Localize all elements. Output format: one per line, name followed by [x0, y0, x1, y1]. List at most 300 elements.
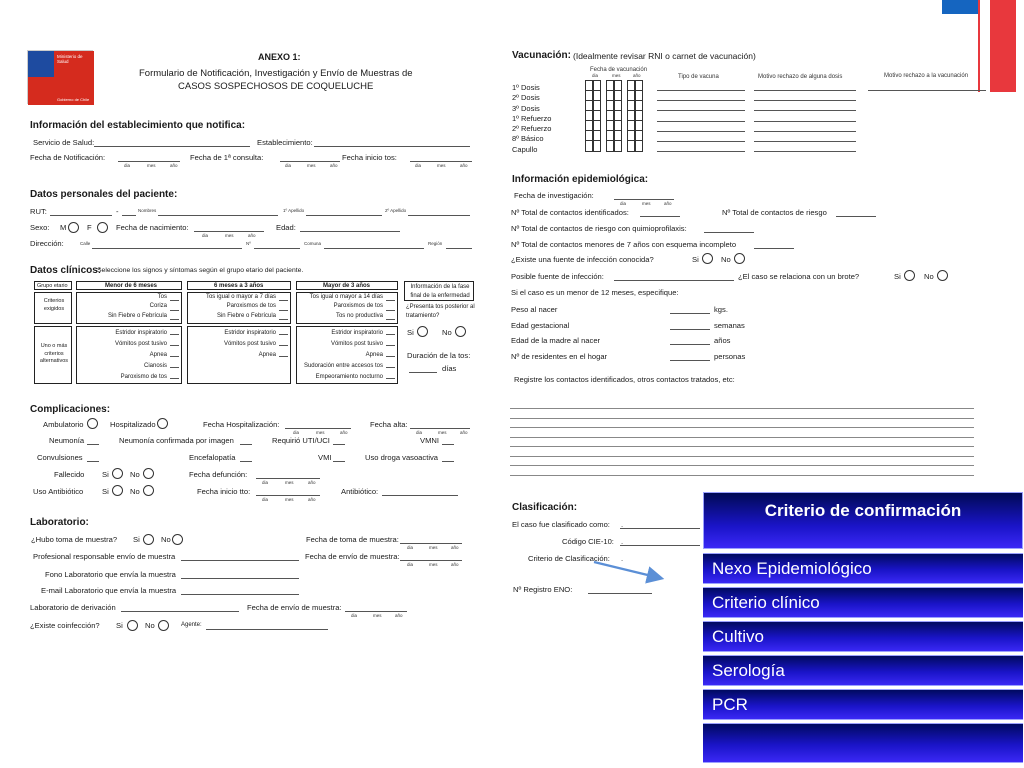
header-col3 — [296, 281, 398, 290]
vaccination-field[interactable] — [657, 131, 745, 132]
date-label: mes — [437, 163, 446, 168]
symptom-checkbox[interactable] — [386, 367, 395, 368]
field-region[interactable] — [446, 248, 472, 249]
date-label: año — [664, 201, 672, 206]
field-numero[interactable] — [254, 248, 300, 249]
dose-label: Capullo — [512, 144, 538, 154]
label-neumonia-img: Neumonía confirmada por imagen — [119, 436, 234, 445]
label-profesional: Profesional responsable envío de muestra — [33, 552, 176, 561]
field-establecimiento[interactable] — [314, 146, 470, 147]
date-label: mes — [429, 562, 438, 567]
field-edad-madre[interactable] — [670, 344, 710, 345]
label-droga: Uso droga vasoactiva — [365, 453, 439, 462]
date-label: dia — [285, 163, 292, 168]
vaccination-field[interactable] — [657, 151, 745, 152]
symptom-item: Sin Fiebre o Febrícula — [107, 312, 167, 319]
field-lab-derivacion[interactable] — [121, 611, 239, 612]
field-fecha-consulta[interactable] — [280, 161, 340, 162]
cell-grupo-etario — [34, 281, 72, 290]
label-fecha-defuncion: Fecha defunción: — [189, 470, 248, 479]
clinical-heading: Datos clínicos: — [30, 265, 102, 276]
symptom-checkbox[interactable] — [279, 310, 288, 311]
symptom-item: Apnea — [149, 352, 167, 359]
label-edad-gest: Edad gestacional — [511, 321, 570, 330]
label-si-coinf: Si — [116, 621, 123, 630]
field-fecha-inv[interactable] — [614, 199, 674, 200]
date-label: dia — [202, 233, 209, 238]
symptom-item: Estridor inspiratorio — [115, 330, 167, 336]
label-region: Región — [428, 241, 443, 246]
annex-label: ANEXO 1: — [258, 52, 301, 62]
label-registre: Registre los contactos identificados, otros contactos tratados, etc: — [514, 375, 735, 384]
label-edad: Edad: — [276, 223, 296, 232]
note-line[interactable] — [510, 408, 974, 409]
symptom-checkbox[interactable] — [386, 319, 395, 320]
c2-alt-list — [224, 328, 276, 361]
symptom-item: Estridor inspiratorio — [224, 330, 276, 336]
date-label: dia — [416, 430, 423, 435]
label-m: M — [60, 223, 67, 232]
radio-hospitalizado[interactable] — [157, 418, 168, 429]
label-edad-madre: Edad de la madre al nacer — [511, 336, 601, 345]
field-antibiotico[interactable] — [382, 495, 458, 496]
radio-antibiotico-no[interactable] — [143, 485, 154, 496]
field-neumonia-img[interactable] — [240, 444, 252, 445]
corner-decoration-blue — [942, 0, 978, 14]
label-fecha-hosp: Fecha Hospitalización: — [203, 420, 280, 429]
date-label: dia — [262, 480, 269, 485]
label-posible-fuente: Posible fuente de infección: — [511, 272, 604, 281]
date-label: año — [460, 163, 468, 168]
dose-label: 1º Dosis — [512, 83, 540, 92]
cell-c2-req — [187, 292, 291, 324]
label-lab-derivacion: Laboratorio de derivación — [30, 603, 116, 612]
field-fono[interactable] — [181, 578, 299, 579]
symptom-checkbox[interactable] — [279, 345, 288, 346]
radio-fallecido-no[interactable] — [143, 468, 154, 479]
label-coinfeccion: ¿Existe coinfección? — [30, 621, 100, 630]
label-fecha-inicio-tos: Fecha inicio tos: — [342, 153, 397, 162]
c1-req-list — [108, 293, 167, 321]
date-label: mes — [612, 73, 621, 78]
vaccination-field[interactable] — [754, 151, 856, 152]
criterion-nexo[interactable]: Nexo Epidemiológico — [703, 553, 1023, 584]
label-rut: RUT: — [30, 207, 47, 216]
symptom-item: Paroxismo de tos — [120, 374, 167, 381]
header-col1 — [76, 281, 182, 290]
date-label: año — [248, 233, 256, 238]
clinical-instruction: Seleccione los signos y síntomas según el grupo etario del paciente. — [97, 267, 304, 274]
field-servicio[interactable] — [94, 146, 250, 147]
symptom-checkbox[interactable] — [386, 310, 395, 311]
field-fecha-inicio-tos[interactable] — [410, 161, 472, 162]
date-label: año — [308, 497, 316, 502]
date-label: año — [451, 562, 459, 567]
field-nacimiento[interactable] — [194, 231, 264, 232]
classification-heading: Clasificación: — [512, 502, 578, 513]
field-fecha-toma[interactable] — [400, 543, 462, 544]
label-brote: ¿El caso se relaciona con un brote? — [738, 272, 860, 281]
criterion-cultivo[interactable]: Cultivo — [703, 621, 1023, 652]
vaccination-field[interactable] — [754, 110, 856, 111]
symptom-checkbox[interactable] — [386, 356, 395, 357]
label-si-toma: Si — [133, 535, 140, 544]
vaccination-field[interactable] — [754, 131, 856, 132]
header-col2 — [187, 281, 291, 290]
form-title-line1: Formulario de Notificación, Investigación y Envío de Muestras de — [139, 68, 413, 79]
label-si-brote: Si — [894, 272, 901, 281]
field-neumonia[interactable] — [87, 444, 99, 445]
radio-coinf-no[interactable] — [158, 620, 169, 631]
field-encefalopatia[interactable] — [240, 461, 252, 462]
label-no-antibiotico: No — [130, 487, 140, 496]
cell-fase-final — [404, 281, 474, 301]
symptom-checkbox[interactable] — [386, 334, 395, 335]
symptom-item: Tos igual o mayor a 7 días — [205, 294, 276, 300]
field-peso[interactable] — [670, 313, 710, 314]
label-apellido2: 2º Apellido — [385, 208, 407, 213]
field-posible-fuente[interactable] — [614, 280, 734, 281]
form-title-line2: CASOS SOSPECHOSOS DE COQUELUCHE — [178, 81, 374, 92]
field-uti[interactable] — [333, 444, 345, 445]
radio-brote-no[interactable] — [937, 270, 948, 281]
label-quimio: Nº Total de contactos de riesgo con quimioprofilaxis: — [511, 224, 687, 233]
symptom-item: Vómitos post tusivo — [223, 341, 276, 348]
radio-antibiotico-si[interactable] — [112, 485, 123, 496]
field-agente[interactable] — [206, 629, 328, 630]
date-label: mes — [307, 163, 316, 168]
field-fecha-hosp[interactable] — [285, 428, 351, 429]
field-cie[interactable] — [620, 545, 702, 546]
symptom-item: Sudoración entre accesos tos — [303, 363, 383, 370]
symptom-checkbox[interactable] — [279, 300, 288, 301]
field-edad[interactable] — [300, 231, 400, 232]
laboratory-heading: Laboratorio: — [30, 517, 89, 528]
field-convulsiones[interactable] — [87, 461, 99, 462]
symptom-checkbox[interactable] — [170, 300, 179, 301]
field-fecha-alta[interactable] — [410, 428, 470, 429]
note-line[interactable] — [510, 475, 974, 476]
note-line[interactable] — [510, 456, 974, 457]
label-clasificado: El caso fue clasificado como: — [512, 520, 610, 529]
label-f: F — [87, 223, 92, 232]
col1-label: Menor de 6 meses — [105, 283, 158, 289]
vaccination-note: (Idealmente revisar RNI o carnet de vacunación) — [573, 51, 756, 61]
patient-heading: Datos personales del paciente: — [30, 189, 178, 200]
symptom-item: Estridor inspiratorio — [331, 330, 383, 336]
label-no-coinf: No — [145, 621, 155, 630]
dose-label: 2º Dosis — [512, 93, 540, 103]
date-label: dia — [415, 163, 422, 168]
c2-req-list — [206, 293, 276, 321]
dose-grid-1[interactable] — [585, 80, 593, 152]
vaccination-field[interactable] — [657, 110, 745, 111]
vaccination-field[interactable] — [657, 90, 745, 91]
label-agente: Agente: — [181, 622, 202, 628]
symptom-item: Tos — [157, 294, 167, 300]
radio-f[interactable] — [97, 222, 108, 233]
cell-c1-req — [76, 292, 182, 324]
label-si-fuente: Si — [692, 255, 699, 264]
label-fecha-envio2: Fecha de envío de muestra: — [247, 603, 342, 612]
field-rut[interactable] — [50, 215, 112, 216]
label-duracion: Duración de la tos: — [407, 351, 471, 360]
date-label: año — [330, 163, 338, 168]
label-criterio: Criterio de Clasificación: — [528, 554, 610, 563]
vaccination-field[interactable] — [657, 100, 745, 101]
label-fallecido: Fallecido — [54, 470, 85, 479]
date-label: año — [395, 613, 403, 618]
radio-toma-si[interactable] — [143, 534, 154, 545]
field-edad-gest[interactable] — [670, 329, 710, 330]
label-semanas: semanas — [714, 321, 745, 330]
field-contactos-riesgo[interactable] — [836, 216, 876, 217]
field-fecha-defuncion[interactable] — [256, 478, 320, 479]
field-quimio[interactable] — [704, 232, 754, 233]
symptom-item: Paroxismos de tos — [333, 303, 383, 310]
field-fecha-notificacion[interactable] — [118, 161, 180, 162]
label-servicio: Servicio de Salud: — [33, 138, 95, 147]
dose-grid-2[interactable] — [593, 80, 601, 152]
presenta-tos-label: ¿Presenta tos posterior al tratamiento? — [406, 304, 475, 319]
label-nacimiento: Fecha de nacimiento: — [116, 223, 189, 232]
symptom-checkbox[interactable] — [170, 319, 179, 320]
field-droga[interactable] — [442, 461, 454, 462]
label-direccion: Dirección: — [30, 239, 64, 248]
note-line[interactable] — [510, 418, 974, 419]
field-vmni[interactable] — [442, 444, 454, 445]
vaccination-field[interactable] — [657, 121, 745, 122]
label-fecha-notificacion: Fecha de Notificación: — [30, 153, 106, 162]
label-fecha-inicio-tto: Fecha inicio tto: — [197, 487, 251, 496]
symptom-item: Apnea — [365, 352, 383, 359]
label-peso: Peso al nacer — [511, 305, 558, 314]
symptom-checkbox[interactable] — [170, 378, 179, 379]
symptom-item: Empeoramiento nocturno — [315, 374, 383, 381]
label-no-toma: No — [161, 535, 171, 544]
date-label: año — [460, 430, 468, 435]
criterion-pcr[interactable]: PCR — [703, 689, 1023, 720]
logo-text: Ministerio de Salud — [57, 54, 83, 64]
note-line[interactable] — [510, 465, 974, 466]
label-personas: personas — [714, 352, 746, 361]
symptom-item: Apnea — [258, 352, 276, 359]
radio-toma-no[interactable] — [172, 534, 183, 545]
vaccination-field[interactable] — [754, 90, 856, 91]
field-vmi[interactable] — [333, 461, 345, 462]
radio-brote-si[interactable] — [904, 270, 915, 281]
symptom-checkbox[interactable] — [170, 345, 179, 346]
symptom-item: Tos igual o mayor a 14 días — [309, 294, 383, 300]
c1-alt-list — [115, 328, 167, 383]
cell-uno-mas — [34, 326, 72, 384]
col3-label: Mayor de 3 años — [323, 283, 371, 289]
grupo-etario-label: Grupo etario — [37, 283, 68, 289]
note-line[interactable] — [510, 437, 974, 438]
label-no-fallecido: No — [130, 470, 140, 479]
cell-c3-alt — [296, 326, 398, 384]
label-fecha-consulta: Fecha de 1ª consulta: — [190, 153, 264, 162]
field-eno[interactable] — [588, 593, 652, 594]
symptom-checkbox[interactable] — [170, 367, 179, 368]
label-si-tos: Si — [407, 328, 414, 337]
label-fecha-envio: Fecha de envío de muestra: — [305, 552, 400, 561]
label-vmi: VMI — [318, 453, 332, 462]
field-fecha-inicio-tto[interactable] — [256, 495, 320, 496]
field-rut-dv[interactable] — [122, 215, 136, 216]
symptom-item: Sin Fiebre o Febrícula — [216, 312, 276, 319]
field-apellido2[interactable] — [408, 215, 470, 216]
symptom-checkbox[interactable] — [279, 319, 288, 320]
field-profesional[interactable] — [181, 560, 299, 561]
fase-final-label: Información de la fase final de la enfermedad — [410, 284, 470, 299]
label-encefalopatia: Encefalopatía — [189, 453, 236, 462]
label-email: E-mail Laboratorio que envía la muestra — [41, 586, 177, 595]
criterion-empty[interactable] — [703, 723, 1023, 763]
doses-list — [512, 83, 551, 155]
vaccination-refusal-field[interactable] — [868, 90, 986, 91]
field-clasificado[interactable] — [620, 528, 702, 529]
field-fecha-envio2[interactable] — [345, 611, 407, 612]
radio-fuente-si[interactable] — [702, 253, 713, 264]
label-no-brote: No — [924, 272, 934, 281]
field-comuna[interactable] — [324, 248, 424, 249]
field-contactos-id[interactable] — [640, 216, 680, 217]
cell-c2-alt — [187, 326, 291, 384]
dose-label: 8º Básico — [512, 134, 544, 144]
symptom-item: Cianosis — [143, 363, 167, 370]
dose-grid-4[interactable] — [614, 80, 622, 152]
criterion-serologia[interactable]: Serología — [703, 655, 1023, 686]
uno-mas-label: Uno o más criterios alternativos — [39, 343, 69, 365]
label-sexo: Sexo: — [30, 223, 50, 232]
radio-fuente-no[interactable] — [734, 253, 745, 264]
field-nombres[interactable] — [158, 215, 278, 216]
field-residentes[interactable] — [670, 360, 710, 361]
radio-ambulatorio[interactable] — [87, 418, 98, 429]
symptom-checkbox[interactable] — [386, 378, 395, 379]
fecha-vac-label: Fecha de vacunación — [590, 67, 648, 73]
label-fono: Fono Laboratorio que envía la muestra — [45, 570, 176, 579]
radio-fallecido-si[interactable] — [112, 468, 123, 479]
date-label: año — [633, 73, 641, 78]
label-nombres: Nombres — [138, 208, 157, 213]
c3-req-list — [310, 293, 383, 321]
date-label: mes — [285, 497, 294, 502]
symptom-checkbox[interactable] — [386, 345, 395, 346]
label-anos: años — [714, 336, 731, 345]
vaccination-heading: Vacunación: — [512, 50, 571, 61]
date-label: mes — [429, 545, 438, 550]
label-vmni: VMNI — [420, 436, 439, 445]
symptom-checkbox[interactable] — [279, 356, 288, 357]
date-label: mes — [147, 163, 156, 168]
note-line[interactable] — [510, 446, 974, 447]
dot-criterio: . — [621, 554, 624, 563]
label-hospitalizado: Hospitalizado — [110, 420, 156, 429]
symptom-item: Paroxismos de tos — [226, 303, 276, 310]
label-contactos-id: Nº Total de contactos identificados: — [511, 208, 629, 217]
field-duracion[interactable] — [409, 372, 437, 373]
vaccination-field[interactable] — [754, 121, 856, 122]
dose-label: 2º Refuerzo — [512, 124, 552, 134]
c3-alt-list — [304, 328, 383, 383]
label-hubo-toma: ¿Hubo toma de muestra? — [31, 535, 118, 544]
radio-tos-no[interactable] — [455, 326, 466, 337]
label-neumonia: Neumonía — [49, 436, 85, 445]
dot-cie: . — [621, 537, 624, 546]
field-menores7[interactable] — [754, 248, 794, 249]
date-label: dia — [262, 497, 269, 502]
symptom-checkbox[interactable] — [170, 356, 179, 357]
date-label: año — [340, 430, 348, 435]
criterios-label: Criterios exigidos — [43, 298, 65, 312]
dose-grid-6[interactable] — [635, 80, 643, 152]
field-calle[interactable] — [92, 248, 242, 249]
ministry-logo — [27, 50, 93, 104]
complications-heading: Complicaciones: — [30, 404, 111, 415]
label-menor12: Si el caso es un menor de 12 meses, especifique: — [511, 288, 679, 297]
vaccination-field[interactable] — [657, 141, 745, 142]
label-fecha-toma: Fecha de toma de muestra: — [306, 535, 399, 544]
field-apellido1[interactable] — [306, 215, 382, 216]
motivo-vacunacion-label: Motivo rechazo a la vacunación — [884, 73, 969, 79]
date-label: dia — [407, 545, 414, 550]
field-email[interactable] — [181, 594, 299, 595]
symptom-checkbox[interactable] — [170, 334, 179, 335]
date-label: año — [170, 163, 178, 168]
tipo-vacuna-label: Tipo de vacuna — [678, 74, 719, 80]
symptom-checkbox[interactable] — [170, 310, 179, 311]
date-label: dia — [592, 73, 599, 78]
cell-c3-req — [296, 292, 398, 324]
note-line[interactable] — [510, 427, 974, 428]
label-uti: Requirió UTI/UCI — [272, 436, 330, 445]
radio-coinf-si[interactable] — [127, 620, 138, 631]
vaccination-field[interactable] — [754, 141, 856, 142]
vaccination-field[interactable] — [754, 100, 856, 101]
label-convulsiones: Convulsiones — [37, 453, 83, 462]
dose-grid-5[interactable] — [627, 80, 635, 152]
arrow-icon — [590, 558, 670, 588]
symptom-checkbox[interactable] — [386, 300, 395, 301]
label-apellido1: 1º Apellido — [283, 208, 305, 213]
date-label: mes — [316, 430, 325, 435]
date-label: mes — [225, 233, 234, 238]
epidemiology-heading: Información epidemiológica: — [512, 174, 649, 185]
date-label: dia — [407, 562, 414, 567]
cell-criterios — [34, 292, 72, 324]
label-fuente: ¿Existe una fuente de infección conocida? — [511, 255, 654, 264]
symptom-checkbox[interactable] — [279, 334, 288, 335]
radio-m[interactable] — [68, 222, 79, 233]
label-contactos-riesgo: Nº Total de contactos de riesgo — [722, 208, 827, 217]
radio-tos-si[interactable] — [417, 326, 428, 337]
dose-label: 3º Dosis — [512, 103, 540, 113]
field-fecha-envio[interactable] — [400, 560, 462, 561]
col2-label: 6 meses a 3 años — [214, 283, 264, 289]
confirmation-criteria-panel — [700, 491, 1024, 768]
date-label: año — [451, 545, 459, 550]
label-comuna: Comuna — [304, 241, 322, 246]
rut-dash: - — [116, 207, 119, 216]
label-si-antibiotico: Si — [102, 487, 109, 496]
label-establecimiento: Establecimiento: — [257, 138, 313, 147]
date-label: dia — [351, 613, 358, 618]
dose-grid-3[interactable] — [606, 80, 614, 152]
logo-gov-text: Gobierno de Chile — [57, 97, 90, 102]
criterion-clinico[interactable]: Criterio clínico — [703, 587, 1023, 618]
